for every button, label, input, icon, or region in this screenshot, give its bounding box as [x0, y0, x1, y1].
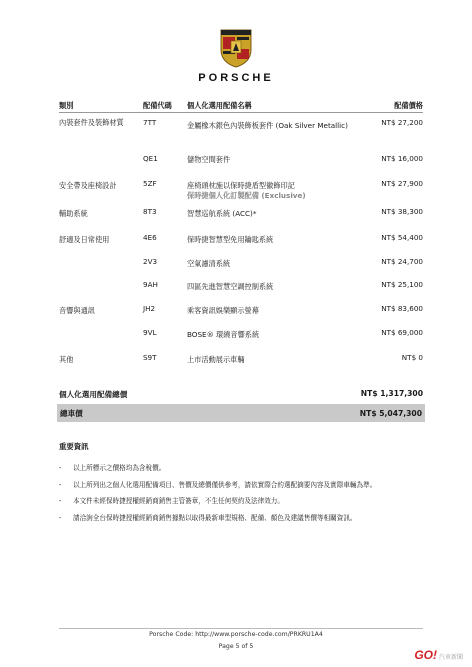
- table-row: [59, 179, 423, 207]
- header-code: 配備代碼: [143, 101, 172, 110]
- note-text: 以上所標示之價格均為含稅價。: [73, 464, 166, 472]
- header-name: 個人化選用配備名稱: [187, 101, 252, 110]
- note-bullet: -: [59, 464, 62, 472]
- row-exclusive-note: 保時捷個人化訂製配備 (Exclusive): [187, 191, 306, 200]
- row-code: 7TT: [143, 118, 157, 127]
- row-price: NT$ 27,200: [381, 118, 423, 127]
- note-item: [59, 512, 423, 524]
- row-price: NT$ 38,300: [381, 207, 423, 216]
- row-category: [59, 328, 143, 353]
- row-name: 儲物空間套件: [187, 155, 231, 164]
- porsche-crest-icon: [219, 28, 253, 68]
- row-code: 9AH: [143, 280, 158, 289]
- note-bullet: -: [59, 513, 62, 522]
- row-code: JH2: [143, 304, 156, 313]
- note-item: [59, 479, 423, 491]
- table-row: [59, 280, 423, 304]
- watermark-sub: 汽車新聞: [438, 655, 463, 661]
- row-category: [59, 154, 143, 179]
- row-code: 2V3: [143, 257, 158, 266]
- footer-divider: [59, 628, 423, 629]
- row-price: NT$ 25,100: [381, 280, 423, 289]
- notes-list: [59, 462, 423, 528]
- row-code: 8T3: [143, 207, 157, 216]
- note-text: 請洽詢全台保時捷授權經銷商銷售據點以取得最新車型規格、配備、顏色及建議售價等相關資訊。: [73, 513, 357, 522]
- note-text: 本文件未經保時捷授權經銷商銷售主管簽章，不生任何契約及法律效力。: [73, 497, 284, 506]
- porsche-wordmark: PORSCHE: [198, 72, 274, 84]
- note-bullet: -: [59, 497, 62, 506]
- row-code: S9T: [143, 353, 157, 362]
- table-row: [59, 207, 423, 233]
- note-item: [59, 462, 423, 474]
- row-category: 安全帶及座椅設計: [59, 181, 117, 190]
- options-total-label: 個人化選用配備總價: [59, 390, 128, 399]
- table-row: [59, 304, 423, 328]
- row-code: 9VL: [143, 328, 157, 337]
- row-name: 保時捷智慧型免用鑰匙系統: [187, 235, 274, 244]
- row-category: 其他: [59, 355, 74, 364]
- table-row: [59, 257, 423, 280]
- row-code: 5ZF: [143, 179, 157, 188]
- row-category: 音響與通訊: [59, 306, 95, 315]
- vehicle-total-label: 總車價: [60, 408, 83, 418]
- options-table: [59, 100, 423, 373]
- watermark-logo: [414, 648, 463, 662]
- row-name: 四區先進智慧空調控制系統: [187, 282, 274, 291]
- row-name: 空氣濾清系統: [187, 259, 231, 268]
- table-row: [59, 353, 423, 373]
- row-code: QE1: [143, 154, 158, 163]
- table-header: [59, 100, 423, 113]
- note-text: 以上所列出之個人化選用配備項目、售價及總價僅供參考，請依實際合約選配摘要內容及實際車輛為準。: [73, 480, 377, 489]
- row-price: NT$ 83,600: [381, 304, 423, 313]
- table-row: [59, 233, 423, 257]
- row-price: NT$ 16,000: [381, 154, 423, 163]
- table-row: [59, 118, 423, 154]
- row-price: NT$ 24,700: [381, 257, 423, 266]
- watermark-brand: GO!: [414, 648, 437, 662]
- notes-title: 重要資訊: [59, 442, 89, 451]
- row-price: NT$ 54,400: [381, 233, 423, 242]
- row-category: 內裝套件及裝飾材質: [59, 118, 124, 127]
- table-row: [59, 328, 423, 353]
- row-category: 輔助系統: [59, 209, 88, 218]
- row-name: 座椅頭枕施以保時捷盾型徽飾印記: [187, 181, 295, 190]
- porsche-code-link[interactable]: Porsche Code: http://www.porsche-code.com/PRKRU1A4: [149, 631, 323, 638]
- row-price: NT$ 0: [401, 353, 423, 362]
- table-row: [59, 154, 423, 179]
- row-category: [59, 280, 143, 304]
- page-number: Page 5 of 5: [218, 643, 254, 650]
- row-price: NT$ 69,000: [381, 328, 423, 337]
- row-name: 乘客資訊娛樂顯示螢幕: [187, 306, 259, 315]
- header-category: 類別: [59, 101, 74, 110]
- options-total-row: [59, 389, 423, 400]
- vehicle-total-value: NT$ 5,047,300: [359, 408, 422, 418]
- row-code: 4E6: [143, 233, 157, 242]
- options-total-value: NT$ 1,317,300: [360, 389, 423, 398]
- row-category: [59, 257, 143, 280]
- row-name-group: [187, 179, 357, 207]
- row-category: 舒適及日常使用: [59, 235, 110, 244]
- row-name: 上市活動展示車輛: [187, 355, 245, 364]
- row-name: 智慧巡航系統 (ACC)*: [187, 209, 257, 218]
- note-item: [59, 495, 423, 507]
- row-price: NT$ 27,900: [381, 179, 423, 188]
- vehicle-total-row: [57, 404, 425, 422]
- header-logo: [0, 28, 472, 84]
- header-price: 配備價格: [394, 101, 423, 110]
- row-name: BOSE® 環繞音響系統: [187, 330, 260, 339]
- note-bullet: -: [59, 480, 62, 489]
- row-name: 金屬橡木銀色內裝飾板套件 (Oak Silver Metallic): [187, 121, 348, 130]
